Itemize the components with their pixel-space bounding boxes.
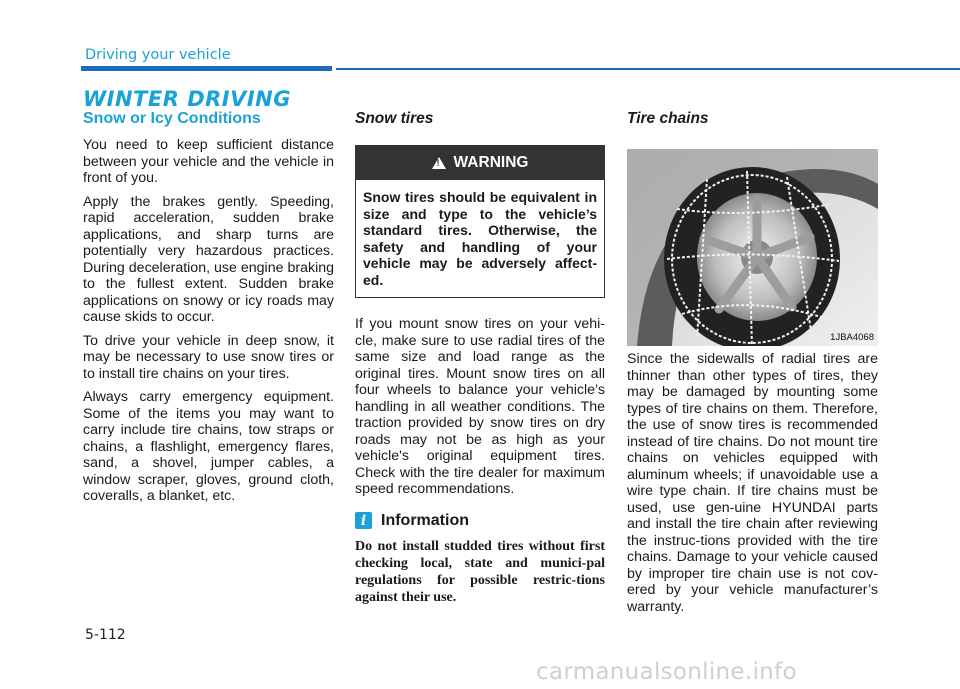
paragraph: You need to keep sufficient distance between your vehicle and the vehicle in front of you. (83, 137, 334, 186)
column-3 (627, 110, 878, 622)
watermark: carmanualsonline.info (536, 659, 797, 685)
warning-box (355, 145, 605, 298)
section-heading-snow-tires: Snow tires (355, 110, 434, 127)
page-number: 5-112 (85, 627, 126, 643)
information-icon: i (355, 512, 372, 529)
information-header (355, 512, 605, 530)
page-title: WINTER DRIVING (83, 87, 291, 111)
paragraph: Since the sidewalls of radial tires are thinner than other types of tires, they may be damaged by mounting some types of tire chains on them. Therefore, the use of snow tires is recommended instead of tire chains. Do not mount tire chains on vehicles equipped with aluminum wheels; if unavoidable use a wire type chain. If tire chains must be used, use gen-uine HYUNDAI parts and install the tire chain after reviewing the instruc-tions provided with the tire chains. Damage to your vehicle caused by improper tire chain use is not cov-ered by your vehicle manufacturer’s warranty. (627, 351, 878, 615)
information-label: Information (381, 511, 469, 529)
paragraph: Apply the brakes gently. Speeding, rapid acceleration, sudden brake applications, and sharp turns are potentially very hazardous practices. During deceleration, use engine braking to the fullest extent. Sudden brake applications on snowy or icy roads may cause skids to occur. (83, 193, 334, 325)
column-2 (355, 110, 605, 606)
column-1 (83, 110, 334, 512)
tire-chain-image (627, 149, 878, 346)
warning-header (356, 146, 604, 180)
tire-chain-illustration (627, 149, 878, 346)
header-rule-thick (81, 66, 332, 71)
paragraph: To drive your vehicle in deep snow, it may be necessary to use snow tires or to install tire chains on your tires. (83, 332, 334, 382)
warning-label: WARNING (453, 154, 529, 171)
section-heading-tire-chains: Tire chains (627, 110, 709, 127)
header-rule-thin (336, 68, 960, 70)
section-label: Driving your vehicle (85, 47, 231, 63)
information-text: Do not install studded tires without first checking local, state and munici-pal regulations for possible restric-tions against their use. (355, 538, 605, 605)
warning-text: Snow tires should be equivalent in size and type to the vehicle’s standard tires. Otherwise, the safety and handling of your vehicle may be adversely affect-ed. (363, 189, 597, 288)
section-heading-snow-icy: Snow or Icy Conditions (83, 110, 261, 127)
paragraph: Always carry emergency equipment. Some of the items you may want to carry include tire chains, tow straps or chains, a flashlight, emergency flares, sand, a shovel, jumper cables, a window scraper, gloves, ground cloth, coveralls, a blanket, etc. (83, 389, 334, 504)
warning-triangle-icon (432, 157, 446, 169)
figure-code: 1JBA4068 (830, 332, 874, 343)
paragraph: If you mount snow tires on your vehi-cle, make sure to use radial tires of the same size and load range as the original tires. Mount snow tires on all four wheels to balance your vehicle’s handling in all weather conditions. The traction provided by snow tires on dry roads may not be as high as your vehicle's original equipment tires. Check with the tire dealer for maximum speed recommendations. (355, 316, 605, 497)
